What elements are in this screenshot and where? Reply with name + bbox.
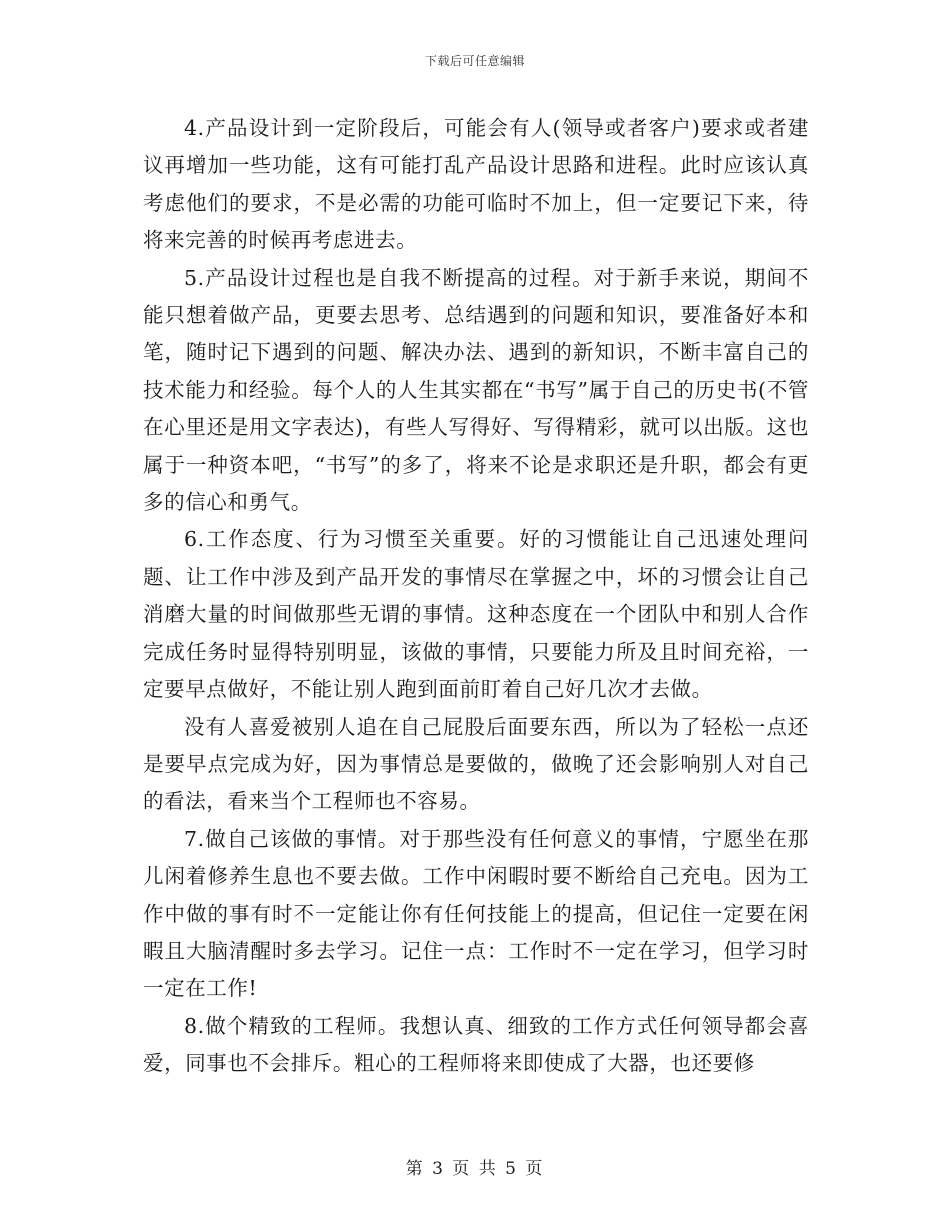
- paragraph-8: 8.做个精致的工程师。我想认真、细致的工作方式任何领导都会喜爱，同事也不会排斥。粗心的工程师将来即使成了大器，也还要修: [143, 1013, 809, 1076]
- paragraph-6-continued: 没有人喜爱被别人追在自己屁股后面要东西，所以为了轻松一点还是要早点完成为好，因为事情总是要做的，做晚了还会影响别人对自己的看法，看来当个工程师也不容易。: [143, 714, 809, 814]
- paragraph-7: 7.做自己该做的事情。对于那些没有任何意义的事情，宁愿坐在那儿闲着修养生息也不要去做。工作中闲暇时要不断给自己充电。因为工作中做的事有时不一定能让你有任何技能上的提高，但记住一定要在闲暇且大脑清醒时多去学习。记住一点：工作时不一定在学习，但学习时一定在工作!: [143, 826, 809, 1001]
- page-number: 第 3 页 共 5 页: [405, 1159, 545, 1179]
- paragraph-5: 5.产品设计过程也是自我不断提高的过程。对于新手来说，期间不能只想着做产品，更要去思考、总结遇到的问题和知识，要准备好本和笔，随时记下遇到的问题、解决办法、遇到的新知识，不断丰富自己的技术能力和经验。每个人的人生其实都在“书写”属于自己的历史书(不管在心里还是用文字表达)，有些人写得好、写得精彩，就可以出版。这也属于一种资本吧，“书写”的多了，将来不论是求职还是升职，都会有更多的信心和勇气。: [143, 265, 809, 515]
- page-header: 下载后可任意编辑: [424, 54, 525, 68]
- paragraph-6: 6.工作态度、行为习惯至关重要。好的习惯能让自己迅速处理问题、让工作中涉及到产品开发的事情尽在掌握之中，坏的习惯会让自己消磨大量的时间做那些无谓的事情。这种态度在一个团队中和别人合作完成任务时显得特别明显，该做的事情，只要能力所及且时间充裕，一定要早点做好，不能让别人跑到面前盯着自己好几次才去做。: [143, 527, 809, 702]
- document-body: [143, 110, 809, 1083]
- paragraph-4: 4.产品设计到一定阶段后，可能会有人(领导或者客户)要求或者建议再增加一些功能，这有可能打乱产品设计思路和进程。此时应该认真考虑他们的要求，不是必需的功能可临时不加上，但一定要记下来，待将来完善的时候再考虑进去。: [143, 116, 809, 253]
